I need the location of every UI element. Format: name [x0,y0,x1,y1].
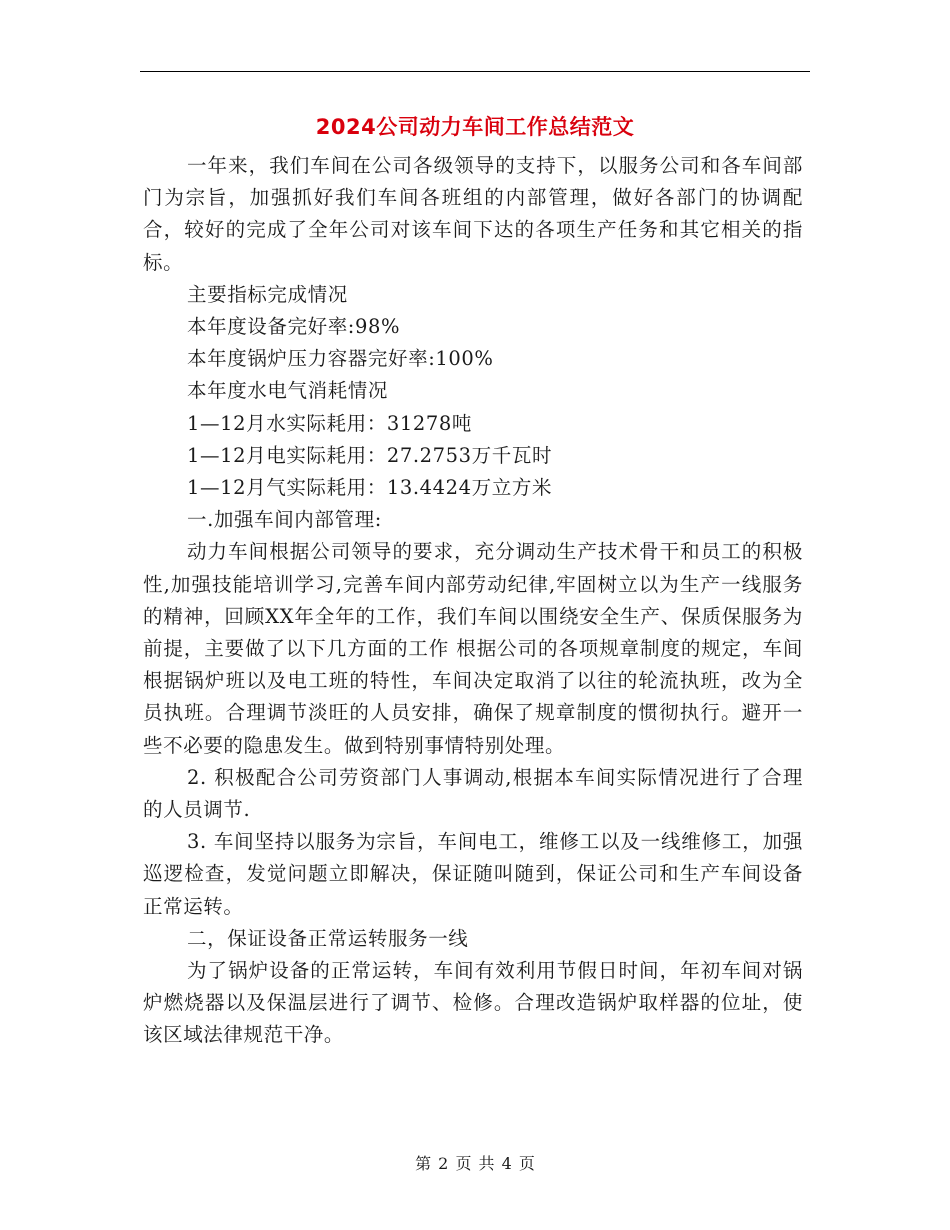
paragraph-management-detail: 动力车间根据公司领导的要求，充分调动生产技术骨干和员工的积极性,加强技能培训学习,完善车间内部劳动纪律,牢固树立以为生产一线服务的精神，回顾XX年全年的工作，我们车间以围绕安全生产、保质保服务为前提，主要做了以下几方面的工作 根据公司的各项规章制度的规定，车间根据锅炉班以及电工班的特性，车间决定取消了以往的轮流执班，改为全员执班。合理调节淡旺的人员安排，确保了规章制度的惯彻执行。避开一些不必要的隐患发生。做到特别事情特别处理。 [143,540,803,757]
document-body [143,150,803,1052]
paragraph-item-3: 3. 车间坚持以服务为宗旨，车间电工，维修工以及一线维修工，加强巡逻检查，发觉问题立即解决，保证随叫随到，保证公司和生产车间设备正常运转。 [143,830,803,918]
section-heading-management: 一.加强车间内部管理: [187,508,382,532]
paragraph-item-2: 2. 积极配合公司劳资部门人事调动,根据本车间实际情况进行了合理的人员调节. [143,765,803,822]
paragraph-consumption-heading: 本年度水电气消耗情况 [187,379,389,403]
paragraph-equipment-rate: 本年度设备完好率:98% [187,315,401,339]
document-title: 2024公司动力车间工作总结范文 [315,115,635,139]
paragraph-water-usage: 1—12月水实际耗用：31278吨 [187,411,472,435]
paragraph-intro: 一年来，我们车间在公司各级领导的支持下，以服务公司和各车间部门为宗旨，加强抓好我们车间各班组的内部管理，做好各部门的协调配合，较好的完成了全年公司对该车间下达的各项生产任务和其它相关的指标。 [143,154,803,274]
paragraph-boiler-rate: 本年度锅炉压力容器完好率:100% [187,347,494,371]
paragraph-boiler-maintenance: 为了锅炉设备的正常运转，车间有效利用节假日时间，年初车间对锅炉燃烧器以及保温层进行了调节、检修。合理改造锅炉取样器的位址，使该区域法律规范干净。 [143,959,803,1047]
header-rule [140,71,810,72]
section-heading-equipment: 二，保证设备正常运转服务一线 [187,926,469,950]
paragraph-gas-usage: 1—12月气实际耗用：13.4424万立方米 [187,476,553,500]
paragraph-electricity-usage: 1—12月电实际耗用：27.2753万千瓦时 [187,443,553,467]
paragraph-indicators-heading: 主要指标完成情况 [187,282,348,306]
page-number: 第 2 页 共 4 页 [415,1154,535,1173]
